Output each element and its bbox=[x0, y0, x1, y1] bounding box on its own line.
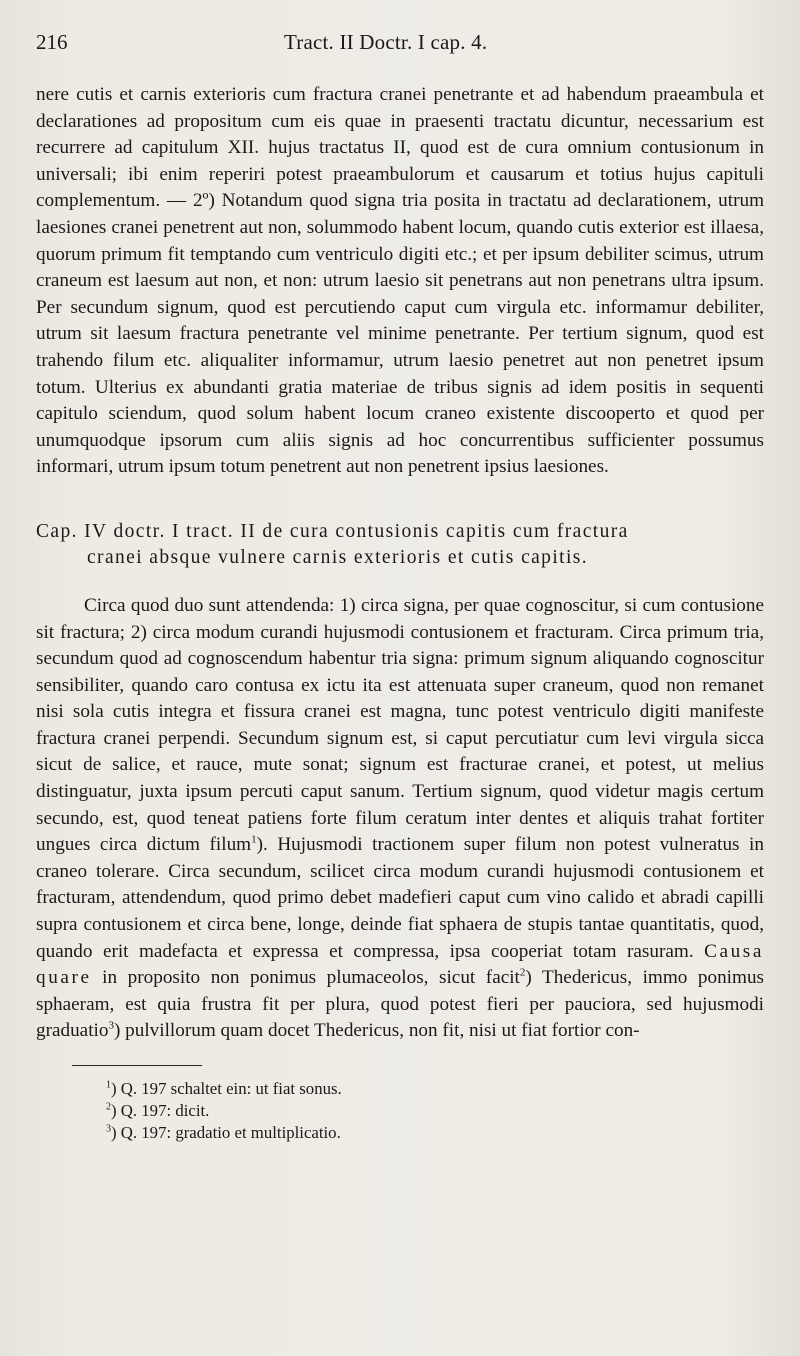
running-title: Tract. II Doctr. I cap. 4. bbox=[284, 30, 488, 54]
footnote-ref-1: 1 bbox=[251, 833, 257, 846]
footnote-mark: 1 bbox=[106, 1079, 111, 1091]
paragraph-2-part-4: ) Thedericus, immo ponimus sphaeram, est quia frustra fit per plura, quod potest fieri per pauciora, sed hujusmodi graduatio bbox=[36, 967, 764, 1042]
chapter-heading-line-2: cranei absque vulnere carnis exterioris et cutis capitis. bbox=[87, 546, 589, 568]
footnote-mark: 2 bbox=[106, 1101, 111, 1113]
footnote-ref-3: 3 bbox=[108, 1020, 114, 1033]
footnote-2 bbox=[36, 1100, 764, 1122]
paragraph-2-part-5: ) pulvillorum quam docet Thedericus, non fit, nisi ut fiat fortior con- bbox=[113, 1020, 640, 1042]
paragraph-2-part-1: Circa quod duo sunt attendenda: 1) circa signa, per quae cognoscitur, si cum contusione sit fractura; 2) circa modum curandi hujusmodi contusionem et fracturam. Circa primum tria, secundum quod ad cognoscendum habentur tria signa: primum signum aliquando cognoscitur sensibiliter, quando caro contusa ex ictu ita est attenuata super craneum, quod non remanet nisi sola cutis integra et fissura cranei est magna, tunc potest ventriculo digiti manifeste fractura cranei perpendi. Secundum signum est, si caput percutiatur cum levi virgula sicca sicut de salice, et rauce, mute sonat; signum est fracturae cranei, et potest, ut melius distinguatur, juxta ipsum percuti caput sanum. Tertium signum, quod videtur magis certum secundo, est, quod teneat patiens forte filum ceratum inter dentes et aliquis trahat fortiter ungues circa dictum filum bbox=[36, 594, 764, 856]
footnotes bbox=[36, 1078, 764, 1144]
footnote-rule bbox=[72, 1065, 202, 1066]
chapter-heading-line-1: Cap. IV doctr. I tract. II de cura contusionis capitis cum fractura bbox=[36, 520, 629, 542]
paragraph-2-part-2: ). Hujusmodi tractionem super filum non potest vulneratus in craneo tolerare. Circa secundum, scilicet circa modum curandi hujusmodi contusionem et fracturam, attendendum, quod primo debet madefieri caput cum vino calido et abradi capilli supra contusionem et circa bene, longe, deinde fiat sphaera de stupis tantae quantitatis, quod, quando erit madefacta et expressa et compressa, ipsa cooperiat totam rasuram. bbox=[36, 834, 764, 962]
footnote-3 bbox=[36, 1122, 764, 1144]
footnote-text: ) Q. 197 schaltet ein: ut fiat sonus. bbox=[111, 1079, 342, 1098]
footnote-mark: 3 bbox=[106, 1123, 111, 1135]
running-head bbox=[36, 30, 764, 60]
paragraph-2-part-3: in proposito non ponimus plumaceolos, sicut facit bbox=[91, 967, 520, 989]
page-number: 216 bbox=[36, 30, 68, 54]
footnote-text: ) Q. 197: dicit. bbox=[111, 1101, 210, 1120]
footnote-text: ) Q. 197: gradatio et multiplicatio. bbox=[111, 1123, 341, 1142]
paragraph-2 bbox=[36, 593, 764, 1045]
chapter-heading bbox=[36, 519, 764, 571]
footnote-1 bbox=[36, 1078, 764, 1100]
spaced-phrase: Causa quare bbox=[36, 940, 764, 989]
footnote-ref-2: 2 bbox=[519, 966, 526, 979]
paragraph-1: nere cutis et carnis exterioris cum fractura cranei penetrante et ad habendum praeambula et declarationes ad propositum cum eis quae in praesenti tractatu dicuntur, necessarium est recurrere ad capitulum XII. hujus tractatus II, quod est de cura omnium contusionum in universali; ibi enim reperiri potest praeambulorum et causarum et totius hujus capituli complementum. — 2º) Notandum quod signa tria posita in tractatu ad declarationem, utrum laesiones cranei penetrent aut non, solummodo habent locum, quando cutis exterior est illaesa, quorum primum fit temptando cum ventriculo digiti etc.; et per ipsum debiliter scimus, utrum craneum est laesum aut non, et non: utrum laesio sit penetrans aut non penetrans ultra ipsum. Per secundum signum, quod est percutiendo caput cum virgula etc. informamur debiliter, utrum sit laesum fractura penetrante vel minime penetrante. Per tertium signum, quod est trahendo filum etc. aliqualiter informamur, utrum laesio penetret aut non penetret ipsum totum. Ulterius ex abundanti gratia materiae de tribus signis ad idem positis in sequenti capitulo sciendum, quod solum habent locum craneo existente discooperto et quod per unumquodque ipsorum cum aliis signis ad hoc concurrentibus sufficienter possumus informari, utrum ipsum totum penetrent aut non penetrent ipsius laesiones. bbox=[36, 84, 764, 478]
